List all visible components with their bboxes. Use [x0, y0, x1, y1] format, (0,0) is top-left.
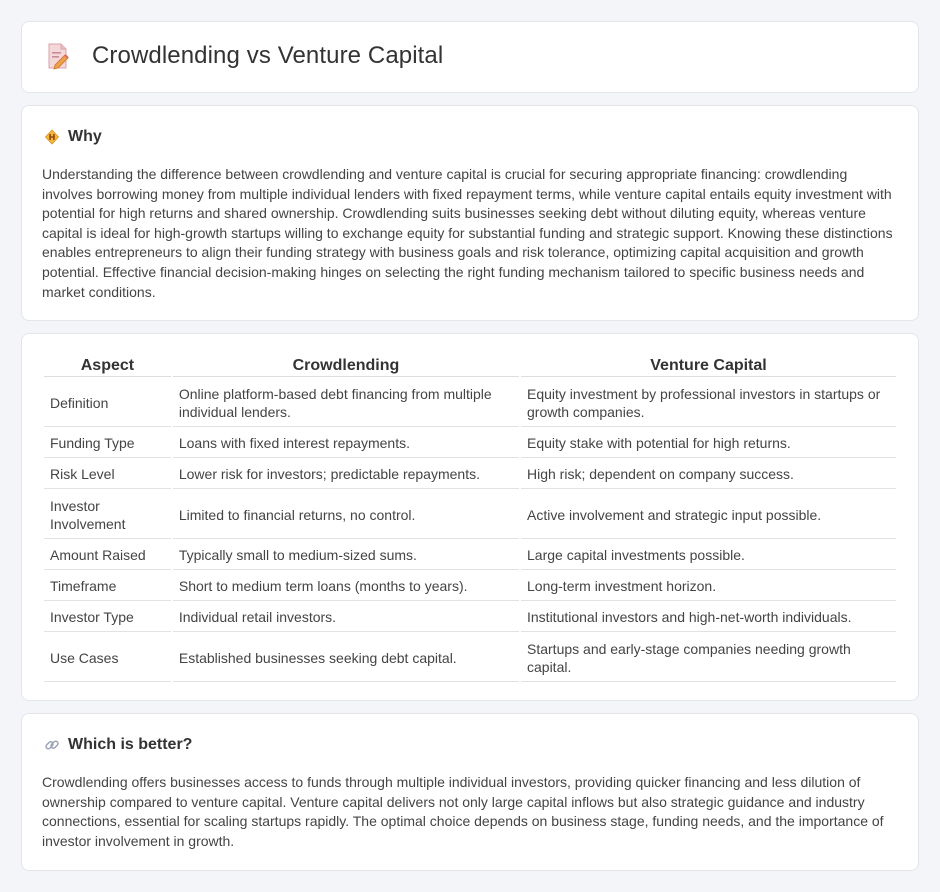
table-cell-crowdlending: Short to medium term loans (months to years). [173, 572, 519, 601]
comparison-table [42, 354, 898, 684]
table-cell-venture-capital: Equity investment by professional investors in startups or growth companies. [521, 379, 896, 427]
table-cell-crowdlending: Lower risk for investors; predictable repayments. [173, 460, 519, 489]
table-cell-crowdlending: Loans with fixed interest repayments. [173, 429, 519, 458]
table-cell-crowdlending: Typically small to medium-sized sums. [173, 541, 519, 570]
which-is-better-text: Crowdlending offers businesses access to funds through multiple individual investors, providing quicker financing and less dilution of ownership compared to venture capital. Venture capital delivers not only large capital inflows but also strategic guidance and industry connections, essential for scaling startups rapidly. The optimal choice depends on business stage, funding needs, and the importance of investor involvement in growth. [42, 774, 884, 849]
column-header-aspect: Aspect [44, 356, 171, 377]
page-title: Crowdlending vs Venture Capital [92, 42, 444, 69]
table-row [44, 603, 896, 632]
table-cell-venture-capital: Startups and early-stage companies needing growth capital. [521, 634, 896, 682]
table-row [44, 379, 896, 427]
table-cell-aspect: Risk Level [44, 460, 171, 489]
table-cell-aspect: Timeframe [44, 572, 171, 601]
link-icon [44, 737, 60, 753]
why-text: Understanding the difference between crowdlending and venture capital is crucial for securing appropriate financing: crowdlending involves borrowing money from multiple individual lenders with fixed repayment terms, while venture capital entails equity investment with potential for high returns and shared ownership. Crowdlending suits businesses seeking debt without diluting equity, whereas venture capital is ideal for high-growth startups willing to exchange equity for substantial funding and strategic support. Knowing these distinctions enables entrepreneurs to align their funding strategy with business goals and risk tolerance, optimizing capital acquisition and growth potential. Effective financial decision-making hinges on selecting the right funding mechanism tailored to specific business needs and market conditions. [42, 166, 893, 300]
table-cell-aspect: Use Cases [44, 634, 171, 682]
why-section [21, 105, 919, 321]
table-cell-crowdlending: Individual retail investors. [173, 603, 519, 632]
table-cell-venture-capital: Active involvement and strategic input possible. [521, 491, 896, 539]
table-cell-aspect: Investor Involvement [44, 491, 171, 539]
column-header-venture-capital: Venture Capital [521, 356, 896, 377]
table-cell-venture-capital: High risk; dependent on company success. [521, 460, 896, 489]
table-row [44, 491, 896, 539]
table-row [44, 572, 896, 601]
table-cell-venture-capital: Large capital investments possible. [521, 541, 896, 570]
table-cell-venture-capital: Long-term investment horizon. [521, 572, 896, 601]
table-header-row [44, 356, 896, 377]
document-edit-icon [46, 42, 70, 70]
table-cell-crowdlending: Online platform-based debt financing from multiple individual lenders. [173, 379, 519, 427]
why-heading: Why [68, 128, 102, 145]
which-is-better-section [21, 713, 919, 871]
table-cell-venture-capital: Institutional investors and high-net-worth individuals. [521, 603, 896, 632]
lightbulb-icon [44, 129, 60, 145]
header-card [21, 21, 919, 93]
table-cell-aspect: Funding Type [44, 429, 171, 458]
table-cell-aspect: Investor Type [44, 603, 171, 632]
table-cell-aspect: Definition [44, 379, 171, 427]
column-header-crowdlending: Crowdlending [173, 356, 519, 377]
table-cell-aspect: Amount Raised [44, 541, 171, 570]
comparison-table-card [21, 333, 919, 701]
table-row [44, 541, 896, 570]
table-row [44, 429, 896, 458]
table-cell-crowdlending: Limited to financial returns, no control. [173, 491, 519, 539]
which-is-better-heading: Which is better? [68, 736, 193, 753]
table-cell-crowdlending: Established businesses seeking debt capital. [173, 634, 519, 682]
table-row [44, 460, 896, 489]
table-cell-venture-capital: Equity stake with potential for high returns. [521, 429, 896, 458]
table-row [44, 634, 896, 682]
